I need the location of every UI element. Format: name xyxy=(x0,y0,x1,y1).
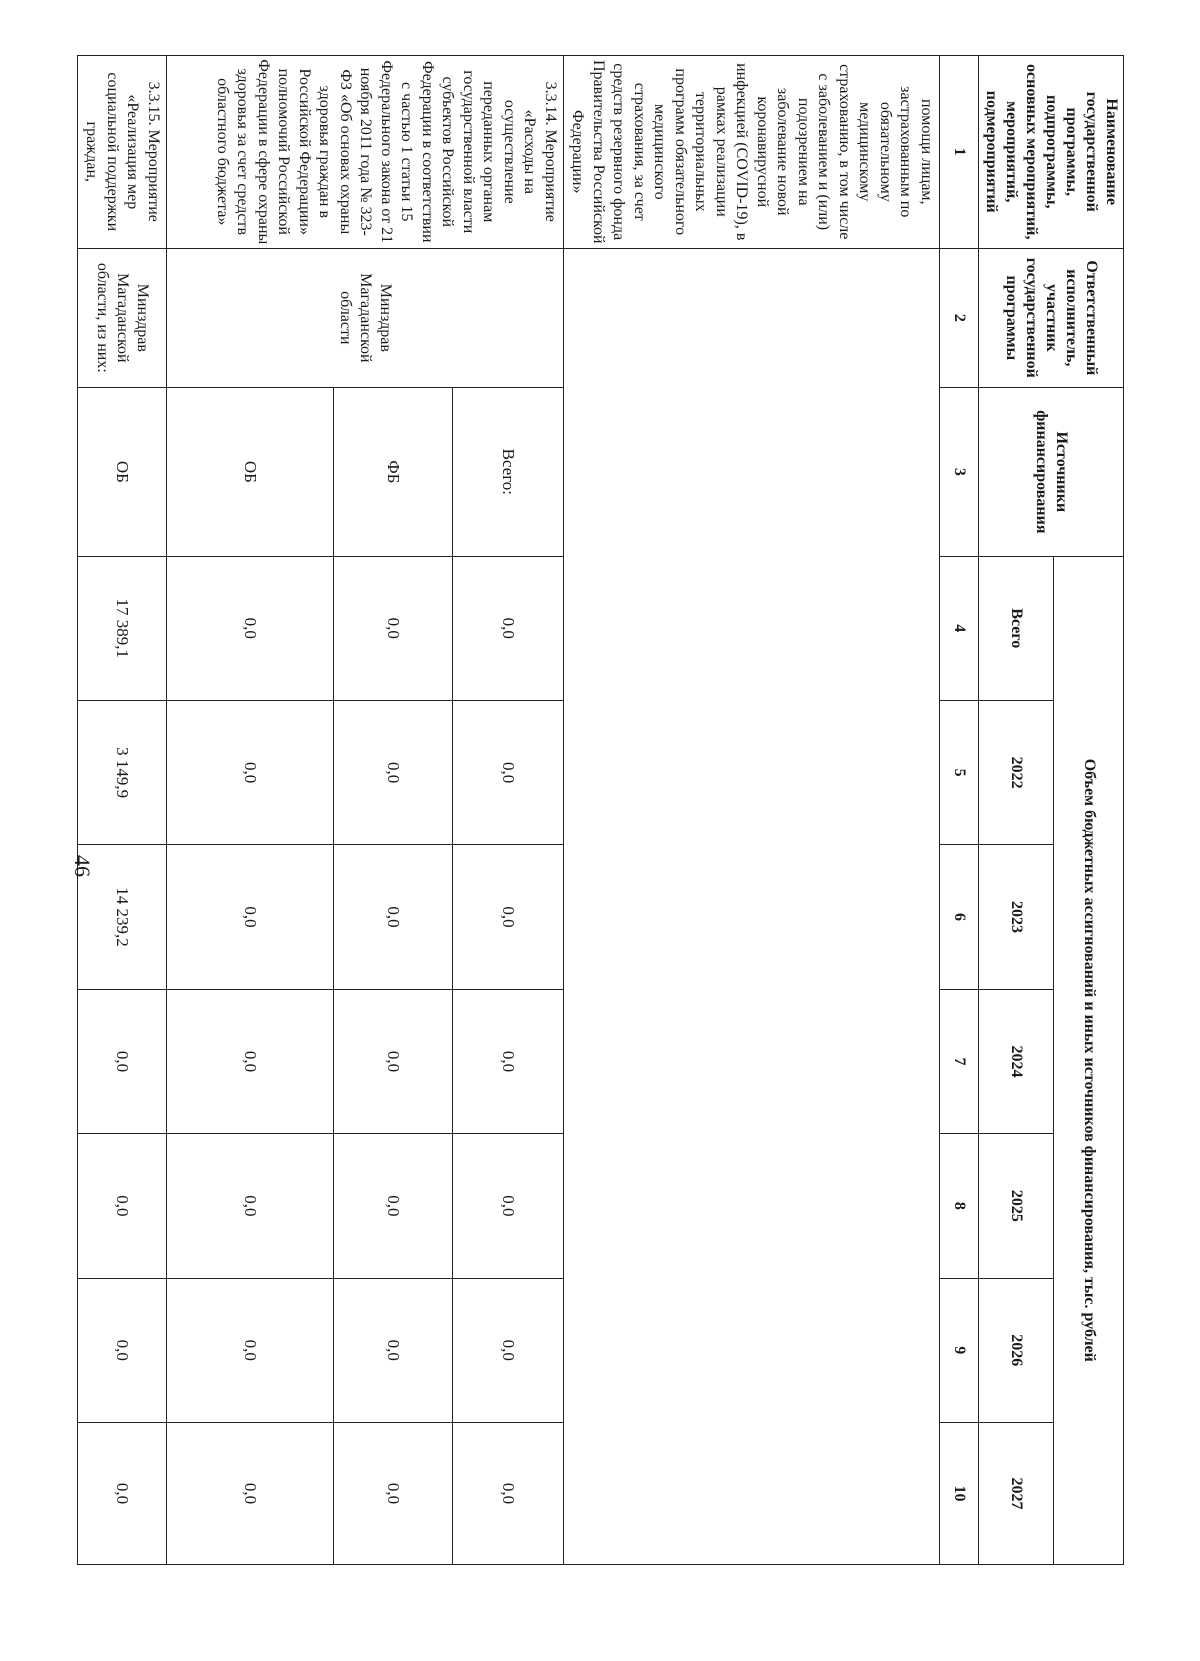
financing-table xyxy=(77,55,1124,1565)
column-number: 1 xyxy=(940,56,979,249)
table-row xyxy=(452,56,563,1565)
column-number: 3 xyxy=(940,388,979,556)
measure-3315-name: 3.3.15. Мероприятие «Реализация мер социальной поддержки граждан, xyxy=(78,56,167,249)
value-cell: 0,0 xyxy=(167,1278,334,1422)
value-cell: 0,0 xyxy=(78,989,167,1133)
header-year: 2026 xyxy=(979,1278,1054,1422)
column-number: 8 xyxy=(940,1134,979,1278)
header-source: Источники финансирования xyxy=(979,388,1124,556)
value-cell: 0,0 xyxy=(334,989,453,1133)
value-cell: 0,0 xyxy=(334,845,453,989)
source-cell: Всего: xyxy=(452,388,563,556)
value-cell: 0,0 xyxy=(78,1134,167,1278)
value-cell: 0,0 xyxy=(167,989,334,1133)
table-row xyxy=(564,56,940,1565)
value-cell: 0,0 xyxy=(78,1278,167,1422)
value-cell: 0,0 xyxy=(452,1278,563,1422)
measure-3314-executor: Минздрав Магаданской области xyxy=(167,248,564,388)
header-year: Всего xyxy=(979,556,1054,700)
empty-merged-cell xyxy=(564,248,940,1564)
column-numbers-row xyxy=(940,56,979,1565)
header-volume: Объем бюджетных ассигнований и иных источников финансирования, тыс. рублей xyxy=(1054,556,1124,1564)
source-cell: ОБ xyxy=(167,388,334,556)
value-cell: 0,0 xyxy=(167,845,334,989)
value-cell: 0,0 xyxy=(452,1134,563,1278)
value-cell: 14 239,2 xyxy=(78,845,167,989)
value-cell: 0,0 xyxy=(452,700,563,844)
value-cell: 0,0 xyxy=(167,556,334,700)
column-number: 9 xyxy=(940,1278,979,1422)
header-year: 2027 xyxy=(979,1422,1054,1564)
value-cell: 0,0 xyxy=(167,1134,334,1278)
page-number: 46 xyxy=(70,855,95,877)
column-number: 2 xyxy=(940,248,979,388)
value-cell: 0,0 xyxy=(452,1422,563,1564)
header-year: 2023 xyxy=(979,845,1054,989)
value-cell: 0,0 xyxy=(334,1134,453,1278)
column-number: 10 xyxy=(940,1422,979,1564)
source-cell: ФБ xyxy=(334,388,453,556)
rotated-page xyxy=(58,55,1124,1565)
header-executor: Ответственный исполнитель, участник государственной программы xyxy=(979,248,1124,388)
value-cell: 17 389,1 xyxy=(78,556,167,700)
value-cell: 0,0 xyxy=(334,556,453,700)
measure-3314-name: 3.3.14. Мероприятие «Расходы на осуществление переданных органам государственной власти субъектов Российской Федерации в соответствии с частью 1 статьи 15 Федерального закона от 21 ноября 2011 года № 323-ФЗ «Об основах охраны здоровья граждан в Российской Федерации» полномочий Российской Федерации в сфере охраны здоровья за счет средств областного бюджета» xyxy=(167,56,564,249)
value-cell: 0,0 xyxy=(167,1422,334,1564)
header-name: Наименование государственной программы, подпрограммы, основных мероприятий, мероприятий, подмероприятий xyxy=(979,56,1124,249)
source-cell: ОБ xyxy=(78,388,167,556)
value-cell: 0,0 xyxy=(452,845,563,989)
header-year: 2024 xyxy=(979,989,1054,1133)
value-cell: 0,0 xyxy=(334,1278,453,1422)
value-cell: 0,0 xyxy=(78,1422,167,1564)
column-number: 6 xyxy=(940,845,979,989)
column-number: 5 xyxy=(940,700,979,844)
continuation-name: помощи лицам, застрахованным по обязательному медицинскому страхованию, в том числе с заболеванием и (или) подозрением на заболевание новой коронавирусной инфекцией (COVID-19), в рамках реализации территориальных программ обязательного медицинского страхования, за счет средств резервного фонда Правительства Российской Федерации» xyxy=(564,56,940,249)
value-cell: 0,0 xyxy=(452,989,563,1133)
header-year: 2022 xyxy=(979,700,1054,844)
value-cell: 3 149,9 xyxy=(78,700,167,844)
header-year: 2025 xyxy=(979,1134,1054,1278)
value-cell: 0,0 xyxy=(452,556,563,700)
column-number: 7 xyxy=(940,989,979,1133)
table-row xyxy=(78,56,167,1565)
value-cell: 0,0 xyxy=(334,700,453,844)
value-cell: 0,0 xyxy=(167,700,334,844)
column-number: 4 xyxy=(940,556,979,700)
value-cell: 0,0 xyxy=(334,1422,453,1564)
measure-3315-executor: Минздрав Магаданской области, из них: xyxy=(78,248,167,388)
